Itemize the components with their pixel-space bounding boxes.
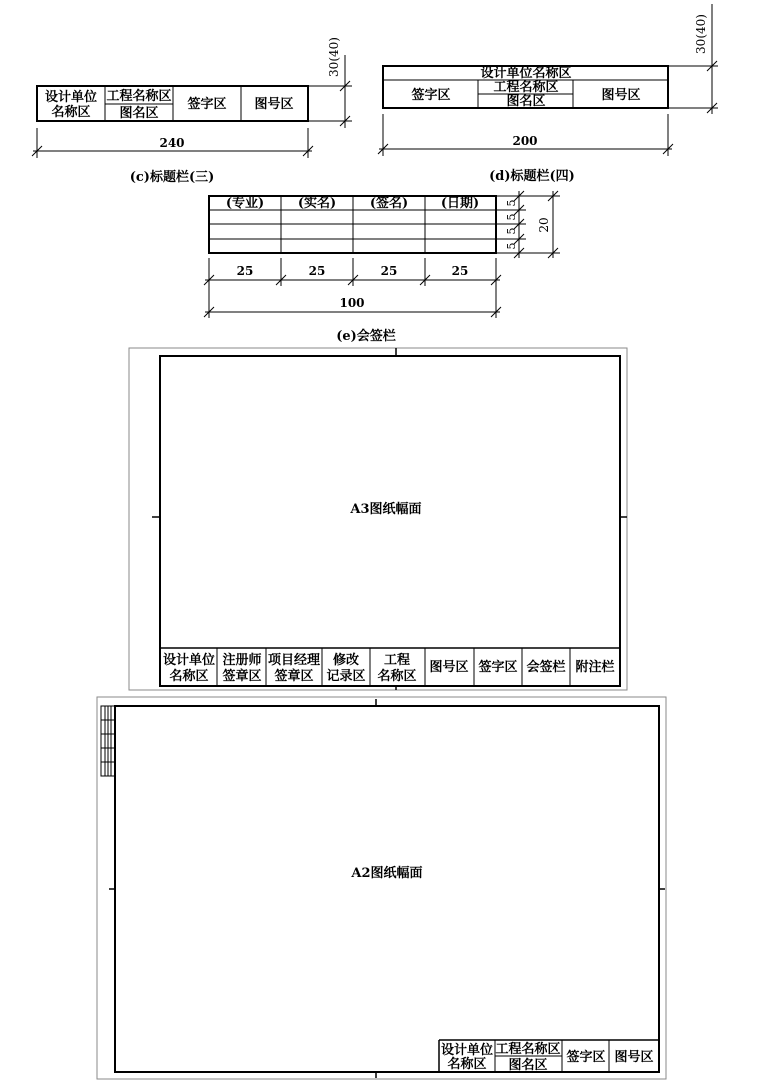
a3-cell-revision-l1: 修改 — [332, 653, 360, 668]
d-height-dim-label: 30(40) — [694, 14, 708, 54]
a3-cell-project-l2: 名称区 — [377, 669, 417, 684]
a2-outer-trim — [97, 697, 666, 1079]
a3-sheet — [129, 348, 627, 690]
c-drawing-no-cell: 图号区 — [254, 97, 294, 112]
a3-inner-frame — [160, 356, 620, 686]
a2-centering-marks — [109, 699, 665, 1078]
d-drawing-name-cell: 图名区 — [506, 94, 546, 109]
countersign-row-dim-1: 5 — [505, 199, 518, 207]
a2-cell-signature: 签字区 — [566, 1050, 606, 1065]
a3-outer-trim — [129, 348, 627, 690]
c-height-dim-label: 30(40) — [327, 37, 341, 77]
countersign-row-dim-2: 5 — [505, 213, 518, 221]
a3-cell-drawing-no: 图号区 — [429, 660, 469, 675]
a2-sheet — [97, 697, 666, 1079]
d-signature-cell: 签字区 — [411, 88, 451, 103]
d-height-dimension — [668, 4, 718, 114]
countersign-header-signature: (签名) — [369, 196, 409, 211]
countersign-col-dim-3: 25 — [380, 264, 398, 278]
a2-cell-design-unit-l2: 名称区 — [447, 1057, 487, 1072]
caption-e: (e)会签栏 — [336, 329, 396, 344]
a3-cell-design-unit-l2: 名称区 — [169, 669, 209, 684]
a3-cell-revision-l2: 记录区 — [326, 669, 366, 684]
countersign-height-dim-label: 20 — [537, 217, 551, 233]
countersign-total-dim-label: 100 — [339, 296, 365, 310]
countersign-row-dim-3: 5 — [505, 227, 518, 235]
a3-cell-pm-l1: 项目经理 — [267, 653, 321, 668]
a2-cell-project-name: 工程名称区 — [495, 1042, 561, 1057]
a3-cell-project-l1: 工程 — [383, 653, 411, 668]
countersign-header-realname: (实名) — [297, 196, 337, 211]
c-design-unit-line2: 名称区 — [51, 105, 91, 120]
c-width-dim-label: 240 — [159, 136, 185, 150]
a3-sheet-title: A3图纸幅面 — [350, 502, 422, 517]
c-drawing-name-cell: 图名区 — [119, 106, 159, 121]
caption-c: (c)标题栏(三) — [129, 170, 215, 185]
caption-d: (d)标题栏(四) — [489, 169, 575, 184]
a2-inner-frame — [115, 706, 659, 1072]
a3-cell-countersign: 会签栏 — [526, 660, 566, 675]
a3-cell-signature: 签字区 — [478, 660, 518, 675]
countersign-col-dim-2: 25 — [308, 264, 326, 278]
a3-cell-design-unit-l1: 设计单位 — [162, 653, 216, 668]
a2-sheet-title: A2图纸幅面 — [351, 866, 423, 881]
a2-cell-drawing-name: 图名区 — [508, 1058, 548, 1073]
a2-countersign-mini — [101, 706, 115, 776]
a2-cell-design-unit-l1: 设计单位 — [440, 1043, 494, 1058]
c-project-name-cell: 工程名称区 — [106, 89, 172, 104]
countersign-header-discipline: (专业) — [225, 196, 265, 211]
countersign-row-dim-4: 5 — [505, 242, 518, 250]
a3-cell-engineer-l2: 签章区 — [222, 669, 262, 684]
a3-centering-marks — [152, 348, 627, 690]
a3-cell-notes: 附注栏 — [575, 660, 615, 675]
d-drawing-no-cell: 图号区 — [601, 88, 641, 103]
countersign-col-dim-4: 25 — [451, 264, 469, 278]
countersign-header-date: (日期) — [440, 196, 480, 211]
countersign-col-dim-1: 25 — [236, 264, 254, 278]
d-width-dim-label: 200 — [512, 134, 538, 148]
c-design-unit-line1: 设计单位 — [44, 90, 98, 105]
c-signature-cell: 签字区 — [187, 97, 227, 112]
a2-cell-drawing-no: 图号区 — [614, 1050, 654, 1065]
d-design-unit-cell: 设计单位名称区 — [480, 66, 572, 81]
a3-cell-engineer-l1: 注册师 — [222, 653, 262, 668]
d-project-name-cell: 工程名称区 — [493, 80, 559, 95]
a3-cell-pm-l2: 签章区 — [274, 669, 314, 684]
